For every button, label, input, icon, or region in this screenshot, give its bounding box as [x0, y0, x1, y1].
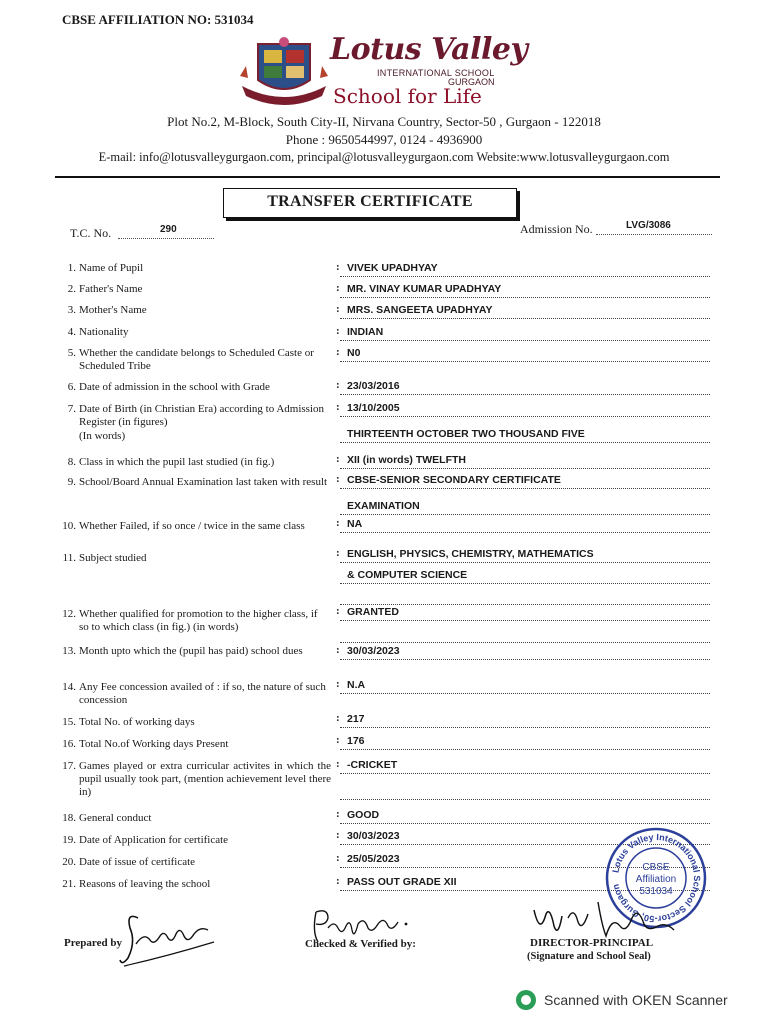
director-principal-label: DIRECTOR-PRINCIPAL [530, 937, 654, 949]
dotted-line [340, 659, 710, 660]
title-box [223, 188, 517, 218]
seal-line-2: Affiliation [635, 874, 677, 885]
dotted-line [340, 620, 710, 621]
dotted-line [340, 340, 710, 341]
dotted-line [340, 642, 710, 643]
field-number: 6. [67, 381, 76, 393]
field-colon: : [336, 379, 340, 391]
checked-by-signature [306, 902, 416, 946]
field-value: PASS OUT GRADE XII [347, 876, 457, 888]
field-label: Any Fee concession availed of : if so, the nature of such concession [79, 681, 326, 706]
field-value: 25/05/2023 [347, 853, 400, 865]
field-value: 176 [347, 735, 365, 747]
scanner-logo-icon [516, 990, 536, 1010]
dotted-line [340, 394, 710, 395]
field-number: 17. [62, 760, 76, 772]
field-value: -CRICKET [347, 759, 398, 771]
field-label: Date of issue of certificate [79, 856, 196, 868]
seal-line-3: 531034 [639, 886, 673, 897]
field-colon: : [336, 644, 340, 656]
field-value: GOOD [347, 809, 380, 821]
dotted-line [340, 442, 710, 443]
field-colon: : [336, 346, 340, 358]
field-label: Total No. of working days [79, 716, 195, 728]
field-colon: : [336, 547, 340, 559]
field-number: 19. [62, 834, 76, 846]
field-colon: : [336, 678, 340, 690]
tc-number-label: T.C. No. [70, 226, 112, 240]
scanner-watermark [516, 990, 728, 1010]
field-value: 13/10/2005 [347, 402, 400, 414]
field-number: 16. [62, 738, 76, 750]
field-value: NA [347, 518, 363, 530]
field-number: 11. [62, 552, 76, 564]
school-city: GURGAON [448, 77, 495, 87]
field-value: 23/03/2016 [347, 380, 400, 392]
dotted-line [340, 361, 710, 362]
field-label: Games played or extra curricular activites in which the pupil usually took part, (mention achievement level there in) [79, 760, 331, 798]
dotted-line [340, 416, 710, 417]
field-label: Month upto which the (pupil has paid) school dues [79, 645, 303, 657]
director-signature [528, 896, 678, 942]
field-value: EXAMINATION [347, 500, 420, 512]
seal-ring-text: Lotus Valley International School Sector-50, Gurgaon [610, 831, 703, 925]
field-label: Mother's Name [79, 304, 147, 316]
tc-number-value: 290 [118, 223, 214, 239]
field-value: THIRTEENTH OCTOBER TWO THOUSAND FIVE [347, 428, 585, 440]
prepared-by-signature [118, 900, 218, 970]
field-label: Reasons of leaving the school [79, 878, 211, 890]
school-phone: Phone : 9650544997, 0124 - 4936900 [285, 132, 483, 147]
field-value: VIVEK UPADHYAY [347, 262, 438, 274]
header-divider [55, 176, 720, 178]
field-label: Subject studied [79, 552, 147, 564]
field-number: 3. [67, 304, 76, 316]
field-value: MRS. SANGEETA UPADHYAY [347, 304, 493, 316]
dotted-line [340, 297, 710, 298]
dotted-line [340, 749, 710, 750]
field-colon: : [336, 734, 340, 746]
field-value: N0 [347, 347, 361, 359]
field-colon: : [336, 473, 340, 485]
dotted-line [340, 468, 710, 469]
dotted-line [340, 488, 710, 489]
affiliation-number: CBSE AFFILIATION NO: 531034 [62, 12, 254, 27]
field-colon: : [336, 852, 340, 864]
field-label: Father's Name [79, 283, 143, 295]
field-number: 14. [62, 681, 76, 693]
dotted-line [340, 823, 710, 824]
field-label: Date of Application for certificate [79, 834, 229, 846]
dotted-line [340, 318, 710, 319]
school-subtitle: INTERNATIONAL SCHOOL [377, 68, 495, 78]
field-value: INDIAN [347, 326, 384, 338]
field-colon: : [336, 808, 340, 820]
dotted-line [340, 532, 710, 533]
school-name-logo: Lotus Valley [330, 32, 528, 67]
field-label: Date of Birth (in Christian Era) according to Admission Register (in figures) [79, 403, 325, 428]
field-colon: : [336, 453, 340, 465]
field-colon: : [336, 829, 340, 841]
field-colon: : [336, 303, 340, 315]
dotted-line [340, 514, 710, 515]
field-colon: : [336, 605, 340, 617]
field-value: GRANTED [347, 606, 399, 618]
prepared-by-label: Prepared by [64, 937, 122, 949]
field-value: 30/03/2023 [347, 830, 400, 842]
field-colon: : [336, 282, 340, 294]
field-number: 1. [67, 262, 76, 274]
admission-number-label: Admission No. [520, 222, 593, 236]
checked-verified-label: Checked & Verified by: [305, 938, 416, 950]
field-number: 13. [62, 645, 76, 657]
seal-line-1: CBSE [642, 862, 670, 873]
field-value: 30/03/2023 [347, 645, 400, 657]
field-number: 4. [67, 326, 76, 338]
field-label-extra: (In words) [79, 430, 126, 442]
dotted-line [340, 727, 710, 728]
field-value: 217 [347, 713, 365, 725]
field-label: Class in which the pupil last studied (in fig.) [79, 456, 275, 468]
field-value: N.A [347, 679, 366, 691]
document-title: TRANSFER CERTIFICATE [267, 193, 473, 210]
scanner-text: Scanned with OKEN Scanner [544, 992, 728, 1008]
field-number: 20. [62, 856, 76, 868]
field-number: 5. [67, 347, 76, 359]
field-colon: : [336, 261, 340, 273]
field-value: XII (in words) TWELFTH [347, 454, 466, 466]
field-label: Whether the candidate belongs to Scheduled Caste or Scheduled Tribe [79, 347, 314, 372]
dotted-line [340, 693, 710, 694]
field-value: CBSE-SENIOR SECONDARY CERTIFICATE [347, 474, 561, 486]
field-value: MR. VINAY KUMAR UPADHYAY [347, 283, 502, 295]
field-number: 10. [62, 520, 76, 532]
dotted-line [340, 773, 710, 774]
field-number: 2. [67, 283, 76, 295]
dotted-line [340, 583, 710, 584]
field-colon: : [336, 401, 340, 413]
field-colon: : [336, 325, 340, 337]
field-label: Whether Failed, if so once / twice in the same class [79, 520, 305, 532]
field-colon: : [336, 517, 340, 529]
dotted-line [340, 799, 710, 800]
dotted-line [340, 562, 710, 563]
signature-seal-caption: (Signature and School Seal) [527, 951, 651, 962]
field-label: Nationality [79, 326, 129, 338]
school-address: Plot No.2, M-Block, South City-II, Nirvana Country, Sector-50 , Gurgaon - 122018 [167, 114, 601, 129]
field-label: General conduct [79, 812, 152, 824]
field-value: ENGLISH, PHYSICS, CHEMISTRY, MATHEMATICS [347, 548, 594, 560]
field-number: 8. [67, 456, 76, 468]
field-label: Name of Pupil [79, 262, 144, 274]
school-tagline: School for Life [333, 84, 482, 108]
field-label: Date of admission in the school with Grade [79, 381, 270, 393]
field-number: 12. [62, 608, 76, 620]
field-number: 21. [62, 878, 76, 890]
field-value: & COMPUTER SCIENCE [347, 569, 468, 581]
field-colon: : [336, 712, 340, 724]
field-number: 15. [62, 716, 76, 728]
school-crest-logo [238, 36, 330, 108]
field-number: 9. [67, 476, 76, 488]
field-label: Total No.of Working days Present [79, 738, 229, 750]
field-label: School/Board Annual Examination last taken with result [79, 476, 328, 488]
admission-number-value: LVG/3086 [596, 219, 712, 235]
field-number: 18. [62, 812, 76, 824]
field-label: Whether qualified for promotion to the higher class, if so to which class (in fig.) (in words) [79, 608, 318, 633]
field-colon: : [336, 875, 340, 887]
field-number: 7. [67, 403, 76, 415]
dotted-line [340, 604, 710, 605]
field-colon: : [336, 758, 340, 770]
school-email: E-mail: info@lotusvalleygurgaon.com, principal@lotusvalleygurgaon.com Website:www.lotusvalleygurgaon.com [98, 150, 670, 164]
dotted-line [340, 276, 710, 277]
